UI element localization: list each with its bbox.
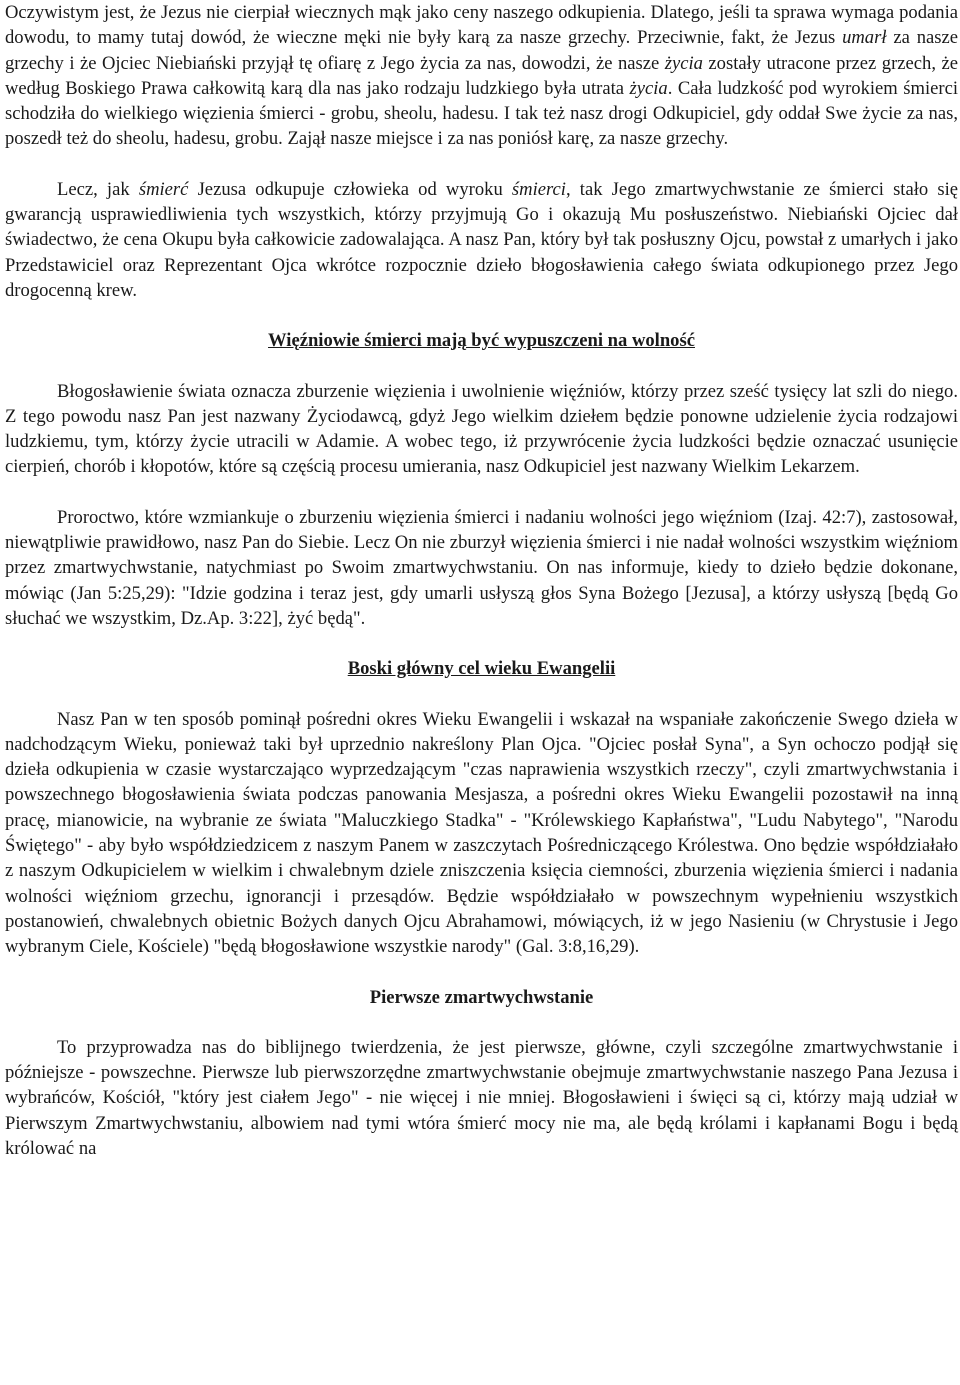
document-page bbox=[5, 0, 958, 1161]
heading-text: Boski główny cel wieku Ewangelii bbox=[347, 658, 616, 680]
spacer bbox=[5, 480, 958, 505]
text-run: Jezusa odkupuje człowieka od wyroku bbox=[188, 178, 512, 200]
section-heading-prisoners bbox=[5, 328, 958, 353]
emphasis: śmierci bbox=[511, 178, 566, 200]
spacer bbox=[5, 303, 958, 328]
spacer bbox=[5, 631, 958, 656]
spacer bbox=[5, 960, 958, 985]
heading-text: Więźniowie śmierci mają być wypuszczeni na wolność bbox=[268, 330, 695, 352]
paragraph-blessing-world: Błogosławienie świata oznacza zburzenie więzienia i uwolnienie więźniów, którzy przez sześć tysięcy lat szli do niego. Z tego powodu nasz Pan jest nazwany Życiodawcą, gdyż Jego wielkim dziełem będzie ponowne udzielenie życia rodzajowi ludzkiemu, tym, którzy życie utracili w Adamie. A wobec tego, iż przywrócenie życia ludzkości będzie oznaczać usunięcie cierpień, chorób i kłopotów, które są częścią procesu umierania, nasz Odkupiciel jest nazwany Wielkim Lekarzem. bbox=[5, 380, 958, 478]
text-run: Lecz, jak bbox=[57, 178, 139, 200]
spacer bbox=[5, 152, 958, 177]
spacer bbox=[5, 354, 958, 379]
paragraph-intro bbox=[5, 0, 958, 152]
spacer bbox=[5, 1010, 958, 1035]
emphasis: życia bbox=[664, 52, 703, 74]
emphasis: umarł bbox=[842, 27, 887, 49]
text-run: , tak Jego zmartwychwstanie ze śmierci stało się gwarancją usprawiedliwienia tych wszystkich, którzy przyjmują Go i okazują Mu posłuszeństwo. Niebiański Ojciec dał świadectwo, że cena Okupu była całkowicie zadowalająca. A nasz Pan, który był tak posłuszny Ojcu, powstał z umarłych i jako Przedstawiciel oraz Reprezentant Ojca wkrótce rozpocznie dzieło błogosławienia całego świata odkupionego przez Jego drogocenną krew. bbox=[5, 178, 959, 301]
emphasis: życia bbox=[629, 77, 668, 99]
section-heading-gospel-age bbox=[5, 656, 958, 681]
paragraph-gospel-age: Nasz Pan w ten sposób pominął pośredni okres Wieku Ewangelii i wskazał na wspaniałe zakończenie Swego dzieła w nadchodzącym Wieku, ponieważ taki był uprzednio nakreślony Plan Ojca. "Ojciec posłał Syna", a Syn ochoczo podjął się dzieła odkupienia w czasie wystarczająco wyprzedzającym "czas naprawienia wszystkich rzeczy", czyli zmartwychwstania i powszechnego błogosławienia świata podczas panowania Mesjasza, a pośredni okres Wieku Ewangelii pozostawił na inną pracę, mianowicie, na wybranie ze świata "Maluczkiego Stadka" - "Królewskiego Kapłaństwa", "Ludu Nabytego", "Narodu Świętego" - aby było współdziedzicem z naszym Panem w zaszczytach Pośredniczącego Królestwa. Ono będzie współdziałało z naszym Odkupicielem w wielkim i chwalebnym dziele zniszczenia księcia ciemności, zburzenia więzienia śmierci i nadania wolności więźniom grzechu, ignorancji i przesądów. Będzie współdziałało w powszechnym wypełnieniu wszystkich postanowień, chwalebnych obietnic Bożych danych Ojcu Abrahamowi, mówiących, iż w jego Nasieniu (w Chrystusie i Jego wybranym Ciele, Kościele) "będą błogosławione wszystkie narody" (Gal. 3:8,16,29). bbox=[5, 708, 958, 958]
spacer bbox=[5, 682, 958, 707]
paragraph-resurrection-guarantee bbox=[5, 177, 958, 303]
text-run: za nasze grzechy i że Ojciec Niebiański przyjął tę ofiarę z Jego życia za nas, dowodzi, że nasze bbox=[5, 27, 959, 74]
paragraph-prophecy: Proroctwo, które wzmiankuje o zburzeniu więzienia śmierci i nadaniu wolności jego więźniom (Izaj. 42:7), zastosował, niewątpliwie prawidłowo, nasz Pan do Siebie. Lecz On nie zburzył więzienia śmierci i nie nadał wolności wszystkim więźniom przez zmartwychwstanie, natychmiast po Swoim zmartwychwstaniu. On nas informuje, kiedy to dzieło będzie dokonane, mówiąc (Jan 5:25,29): "Idzie godzina i teraz jest, gdy umarli usłyszą głos Syna Bożego [Jezusa], a którzy usłyszą [będą Go słuchać we wszystkim, Dz.Ap. 3:22], żyć będą". bbox=[5, 506, 958, 629]
paragraph-first-resurrection: To przyprowadza nas do biblijnego twierdzenia, że jest pierwsze, główne, czyli szczególne zmartwychwstanie i późniejsze - powszechne. Pierwsze lub pierwszorzędne zmartwychwstanie obejmuje zmartwychwstanie naszego Pana Jezusa i wybrańców, Kościół, "który jest ciałem Jego" - nie więcej i nie mniej. Błogosławieni i święci są ci, którzy mają udział w Pierwszym Zmartwychwstaniu, albowiem nad tymi wtóra śmierć mocy nie ma, ale będą królami i kapłanami Bogu i będą królować na bbox=[5, 1036, 958, 1159]
heading-text: Pierwsze zmartwychwstanie bbox=[369, 986, 594, 1008]
section-heading-first-resurrection bbox=[5, 985, 958, 1010]
emphasis: śmierć bbox=[138, 178, 189, 200]
text-run: Oczywistym jest, że Jezus nie cierpiał wiecznych mąk jako ceny naszego odkupienia. Dlatego, jeśli ta sprawa wymaga podania dowodu, to mamy tutaj dowód, że wieczne męki nie były karą za nasze grzechy. Przeciwnie, fakt, że Jezus bbox=[5, 2, 958, 49]
text-run: zostały utracone przez grzech, że według Boskiego Prawa całkowitą karą dla nas jako rodzaju ludzkiego była utrata bbox=[5, 52, 958, 99]
text-run: . Cała ludzkość pod wyrokiem śmierci schodziła do wielkiego więzienia śmierci - grobu, sheolu, hadesu. I tak też nasz drogi Odkupiciel, gdy oddał Swe życie za nas, poszedł też do sheolu, hadesu, grobu. Zajął nasze miejsce i za nas poniósł karę, za nasze grzechy. bbox=[5, 77, 958, 150]
